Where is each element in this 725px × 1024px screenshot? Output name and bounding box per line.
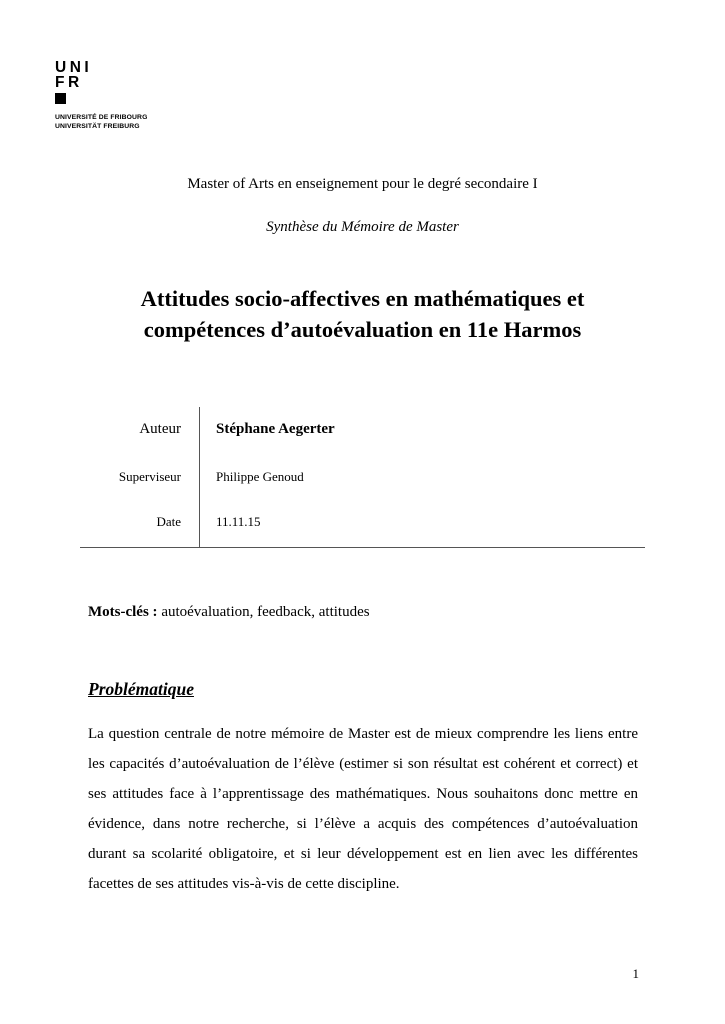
supervisor-name: Philippe Genoud [216,469,304,484]
date-value: 11.11.15 [216,514,261,529]
document-subtitle: Synthèse du Mémoire de Master [266,219,459,235]
keywords-label: Mots-clés : [88,604,158,620]
logo-mark-line2: FR [55,74,83,91]
keywords-value: autoévaluation, feedback, attitudes [161,604,370,620]
supervisor-label: Superviseur [118,469,181,484]
logo-university-fr: UNIVERSITÉ DE FRIBOURG [55,114,148,121]
document-title [0,283,725,345]
logo-square [55,93,66,104]
author-name: Stéphane Aegerter [216,421,335,437]
logo-mark-line1: UNI [55,59,93,76]
title-line-1: Attitudes socio-affectives en mathématiques et [140,286,585,311]
page-number: 1 [632,966,639,981]
section-heading: Problématique [88,679,194,699]
author-label: Auteur [139,421,181,437]
title-line-2: compétences d’autoévaluation en 11e Harmos [143,317,582,342]
keywords [88,604,370,621]
info-table [80,407,645,548]
degree-program: Master of Arts en enseignement pour le degré secondaire I [187,176,538,192]
university-logo [55,60,185,131]
info-table-divider [199,407,200,547]
date-label: Date [156,514,181,529]
section-body: La question centrale de notre mémoire de Master est de mieux comprendre les liens entre les capacités d’autoévaluation de l’élève (estimer si son résultat est cohérent et correct) et ses attitudes face à l’apprentissage des mathématiques. Nous souhaitons donc mettre en évidence, dans notre recherche, si l’élève a acquis des compétences d’autoévaluation durant sa scolarité obligatoire, et si leur développement est en lien avec les différentes facettes de ses attitudes vis-à-vis de cette discipline. [88,726,638,892]
logo-university-de: UNIVERSITÄT FREIBURG [55,123,140,130]
logo-university-names [55,113,185,131]
